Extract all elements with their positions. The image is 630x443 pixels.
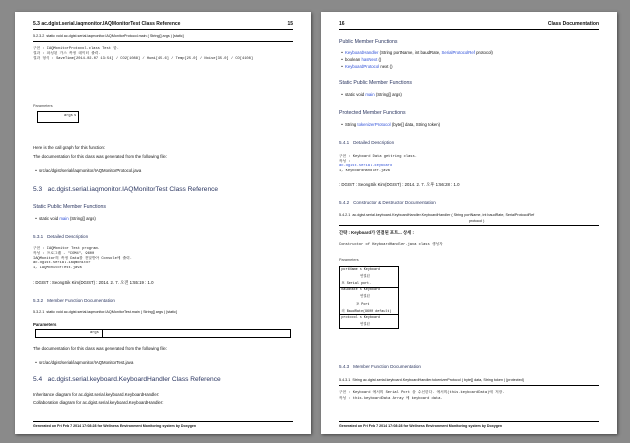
generated-from-text: The documentation for this class was generated from the following file: xyxy=(33,346,167,351)
detail-heading: 5.4.1 Detailed Description xyxy=(339,140,395,145)
parameters-title: Parameters xyxy=(33,322,57,327)
code-line: Constructor of KeyboardHandler.java class 생성자 xyxy=(339,243,443,247)
section-heading: 5.4 ac.dgist.serial.keyboard.KeyboardHandler Class Reference xyxy=(33,376,221,383)
divider xyxy=(339,225,599,226)
parameter-table: args xyxy=(35,329,291,338)
code-line: 1, IAQMonitorTest.java xyxy=(33,266,82,270)
code-line: 구현 : Keyboard Data gettring class. xyxy=(339,155,417,159)
code-line: 작성 : this.keyboardData Array 에 keyboard data. xyxy=(339,397,443,401)
member-link[interactable]: tokenizerProtocol xyxy=(357,122,391,127)
code-line: 작성 : 프로그램 - "COM4", 9600 xyxy=(33,252,95,256)
parameters-table: portName s Keyboard 연결된 포 Serial port. baudRate s Keyboard 연결된 포 Port 의 BaudRate(9600 default) protocol s Keyboard 연결된 xyxy=(339,266,399,329)
code-line: 결과 : 파싱된 가스 측정 데이터 출력. xyxy=(33,52,101,56)
parameter-table: args s xyxy=(37,111,79,123)
source-file-item: • src/ac/dgist/serial/iaqmonitor/IAQMonitorTest.java xyxy=(35,360,134,365)
source-file-item: • src/ac/dgist/serial/iaqmonitor/IAQMonitorProtocol.java xyxy=(35,168,142,173)
left-page xyxy=(15,12,311,434)
function-signature-cont: protocol ) xyxy=(469,219,485,223)
subsection-heading: Static Public Member Functions xyxy=(339,80,412,86)
generated-from-text: The documentation for this class was generated from the following file: xyxy=(33,154,167,159)
member-item: • boolean hasNext () xyxy=(341,57,382,62)
member-link[interactable]: KeyboardProtocol xyxy=(345,64,380,69)
function-signature: 5.2.3.2 static void ac.dgist.serial.iaqmonitor.IAQMonitorProtocol.main ( String[] args ) [static] xyxy=(33,34,184,38)
code-line: 구현 : Keyboard 에서의 Serial Port 을 수신한다. 에서의(this.keyboardData)에 저장. xyxy=(339,391,505,395)
header-page-number: 16 xyxy=(339,21,345,27)
member-item: • static void main (String[] args) xyxy=(341,92,402,97)
detail-heading: 5.3.1 Detailed Description xyxy=(33,234,89,239)
parameters-title: Parameters xyxy=(33,104,53,108)
member-link[interactable]: main xyxy=(365,92,375,97)
parameters-title: Parameters xyxy=(339,258,359,262)
page-header xyxy=(33,21,293,30)
header-section: Class Documentation xyxy=(547,21,599,27)
type-link[interactable]: SerialProtocolRef xyxy=(441,50,475,55)
divider xyxy=(339,385,599,386)
subsection-heading: Protected Member Functions xyxy=(339,110,406,116)
code-line: 작성 : xyxy=(339,160,351,164)
code-line: ac.dgist.serial.keyboard xyxy=(339,164,393,168)
author-line: : DGIST : SeongSik Kim(DGIST) : 2014. 2. 7. 오전 1:55:19 : 1.0 xyxy=(33,280,154,285)
code-line: IAQMonitor의 측정 Data를 전달받아 Console에 출력. xyxy=(33,257,132,261)
section-heading: 5.3 ac.dgist.serial.iaqmonitor.IAQMonitorTest Class Reference xyxy=(33,186,219,193)
subsection-heading: Public Member Functions xyxy=(339,39,398,45)
page-footer: Generated on Fri Feb 7 2014 17:08:28 for Wellness Environment Monitoring system by Doxygen xyxy=(339,421,599,428)
page-footer: Generated on Fri Feb 7 2014 17:08:28 for Wellness Environment Monitoring system by Doxygen xyxy=(33,421,293,428)
right-page xyxy=(321,12,617,434)
code-line: 1, KeyboardHandler.java xyxy=(339,169,390,173)
member-link[interactable]: KeyboardHandler xyxy=(345,50,379,55)
code-line: 결과 형식 : SaveTime[2014-02-07 13:54] / CO2[1088] / Humi[45.6] / Temp[25.0] / Noise[35.0] / CO[4108] xyxy=(33,57,254,61)
member-item: • KeyboardProtocol next () xyxy=(341,64,393,69)
page-header xyxy=(339,21,599,30)
code-line: 구현 : IAQMonitorProtocol.class Test 함. xyxy=(33,47,119,51)
member-item: • KeyboardHandler (String portName, int baudRate, SerialProtocolRef protocol) xyxy=(341,50,493,55)
call-graph-caption: Here is the call graph for this function: xyxy=(33,145,106,150)
inheritance-caption: Inheritance diagram for ac.dgist.serial.keyboard.KeyboardHandler: xyxy=(33,392,160,397)
code-line: ac.dgist.serial.iaqmonitor xyxy=(33,261,91,265)
subsection-heading: Static Public Member Functions xyxy=(33,204,106,210)
collaboration-caption: Collaboration diagram for ac.dgist.serial.keyboard.KeyboardHandler: xyxy=(33,400,164,405)
function-signature: 5.4.3.1 String ac.dgist.serial.keyboard.KeyboardHandler.tokenizerProtocol ( byte[] data, String token ) [protected] xyxy=(339,378,524,382)
header-page-number: 15 xyxy=(287,21,293,27)
detail-heading: 5.3.2 Member Function Documentation xyxy=(33,298,115,303)
function-signature: 5.3.2.1 static void ac.dgist.serial.iaqmonitor.IAQMonitorTest.main ( String[] args ) [static] xyxy=(33,310,177,314)
constructor-brief: 간략 : Keyboard가 연결된 포트... 상세 : xyxy=(339,230,414,235)
member-item: • static void main (String[] args) xyxy=(35,216,96,221)
member-link[interactable]: main xyxy=(59,216,69,221)
member-item: • String tokenizerProtocol (byte[] data, String token) xyxy=(341,122,441,127)
code-line: 구현 : IAQMonitor Test program. xyxy=(33,247,100,251)
function-signature: 5.4.2.1 ac.dgist.serial.keyboard.KeyboardHandler.KeyboardHandler ( String portName, int baudRate, SerialProtocolRef xyxy=(339,213,535,217)
detail-heading: 5.4.3 Member Function Documentation xyxy=(339,364,421,369)
divider xyxy=(33,41,293,42)
member-link[interactable]: hasNext xyxy=(361,57,378,62)
header-section: 5.3 ac.dgist.serial.iaqmonitor.IAQMonitorTest Class Reference xyxy=(33,21,181,27)
detail-heading: 5.4.2 Constructor & Destructor Documentation xyxy=(339,200,436,205)
author-line: : DGIST : SeongSik Kim(DGIST) : 2014. 2. 7. 오후 1:56:28 : 1.0 xyxy=(339,182,460,187)
